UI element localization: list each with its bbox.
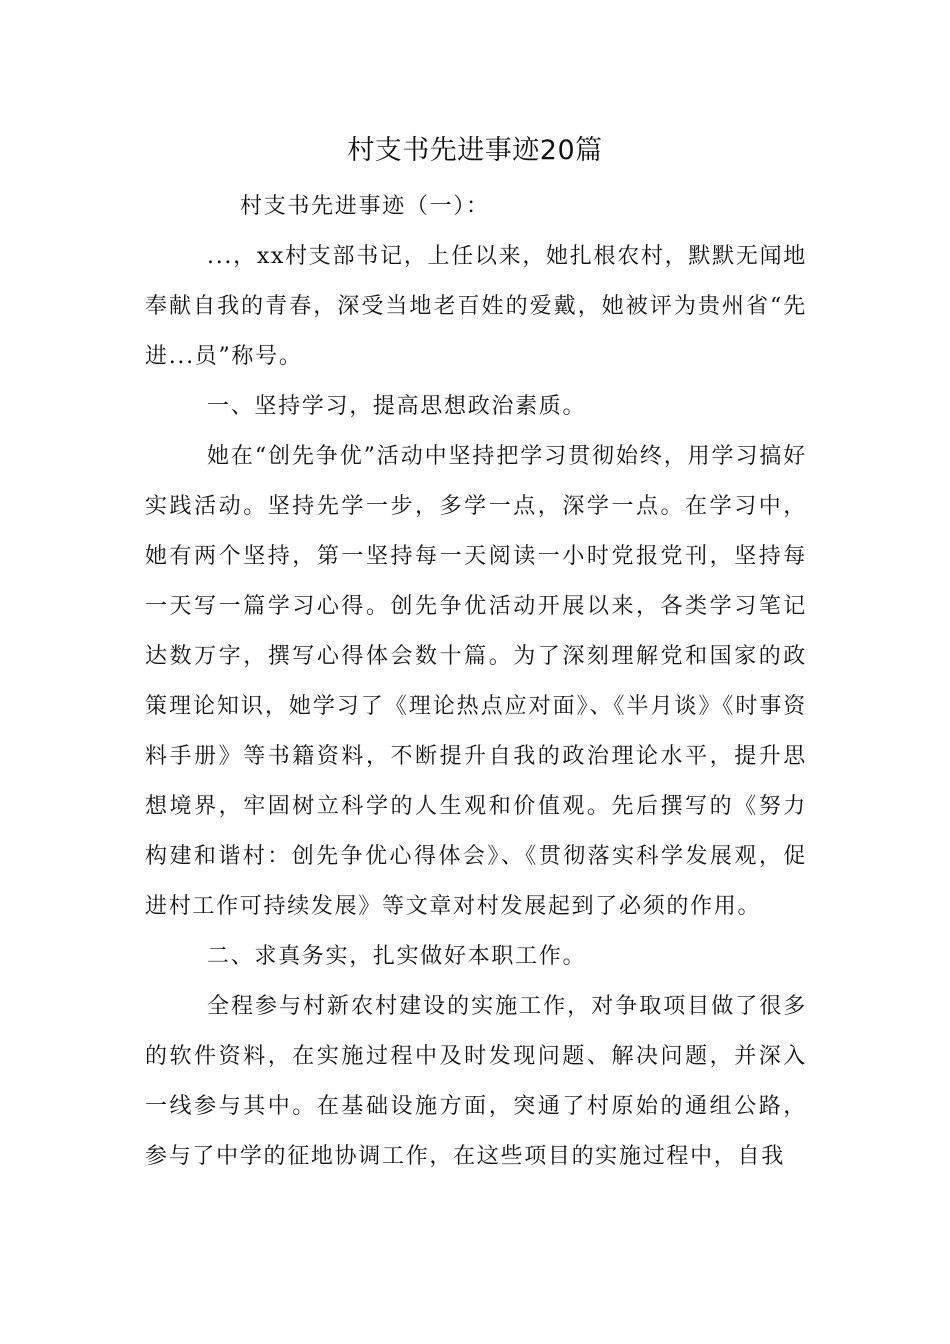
document-title: 村支书先进事迹20篇 <box>347 135 603 166</box>
section-1-paragraph: 她在“创先争优”活动中坚持把学习贯彻始终，用学习搞好实践活动。坚持先学一步，多学一点，深学一点。在学习中，她有两个坚持，第一坚持每一天阅读一小时党报党刊，坚持每一天写一篇学习心得。创先争优活动开展以来，各类学习笔记达数万字，撰写心得体会数十篇。为了深刻理解党和国家的政策理论知识，她学习了《理论热点应对面》、《半月谈》《时事资料手册》等书籍资料，不断提升自我的政治理论水平，提升思想境界，牢固树立科学的人生观和价值观。先后撰写的《努力构建和谐村：创先争优心得体会》、《贯彻落实科学发展观，促进村工作可持续发展》等文章对村发展起到了必须的作用。 <box>145 444 807 919</box>
sub-heading: 村支书先进事迹（一）： <box>240 194 490 219</box>
section-1-heading: 一、坚持学习，提高思想政治素质。 <box>207 394 587 419</box>
section-2-heading: 二、求真务实，扎实做好本职工作。 <box>207 944 587 969</box>
document-body <box>145 182 807 1182</box>
intro-paragraph: ...，xx村支部书记，上任以来，她扎根农村，默默无闻地奉献自我的青春，深受当地老百姓的爱戴，她被评为贵州省“先进...员”称号。 <box>145 244 807 369</box>
section-2-paragraph: 全程参与村新农村建设的实施工作，对争取项目做了很多的软件资料，在实施过程中及时发现问题、解决问题，并深入一线参与其中。在基础设施方面，突通了村原始的通组公路，参与了中学的征地协调工作，在这些项目的实施过程中，自我 <box>145 994 807 1169</box>
